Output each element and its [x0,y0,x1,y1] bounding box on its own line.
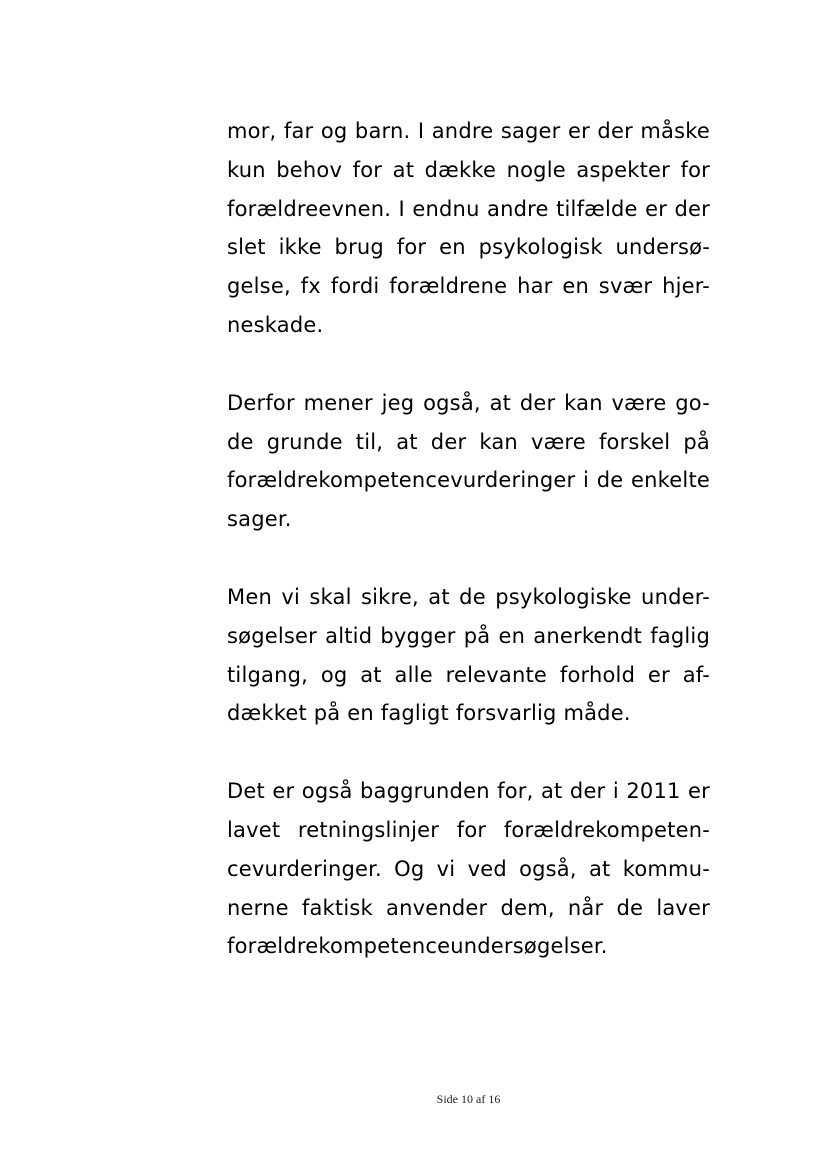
paragraph-1 [227,112,710,345]
text-line: søgelser altid bygger på en anerkendt faglig [227,623,710,648]
text-line: Derfor mener jeg også, at der kan være go- [227,390,710,415]
text-line: cevurderinger. Og vi ved også, at kommu- [227,856,710,881]
paragraph-3 [227,578,710,733]
text-line: kun behov for at dække nogle aspekter for [227,157,710,182]
text-line: nerne faktisk anvender dem, når de laver [227,895,710,920]
text-line: sager. [227,507,292,532]
text-line: forældreevnen. I endnu andre tilfælde er der [227,196,710,221]
text-line: forældrekompetenceundersøgelser. [227,934,608,959]
text-line: Det er også baggrunden for, at der i 2011 er [227,779,710,804]
paragraph-2 [227,384,710,539]
text-line: de grunde til, at der kan være forskel på [227,429,710,454]
page-number: Side 10 af 16 [436,1092,501,1106]
text-line: slet ikke brug for en psykologisk undersø- [227,235,710,260]
paragraph-4 [227,772,710,966]
text-line: mor, far og barn. I andre sager er der måske [227,119,710,143]
text-line: lavet retningslinjer for forældrekompeten- [227,817,710,842]
text-line: forældrekompetencevurderinger i de enkelte [227,468,710,493]
text-line: Men vi skal sikre, at de psykologiske under- [227,584,710,609]
text-line: gelse, fx fordi forældrene har en svær hjer- [227,274,710,299]
text-line: tilgang, og at alle relevante forhold er af- [227,662,710,687]
body-text [227,112,710,1005]
text-line: dækket på en fagligt forsvarlig måde. [227,701,631,726]
text-line: neskade. [227,312,324,337]
